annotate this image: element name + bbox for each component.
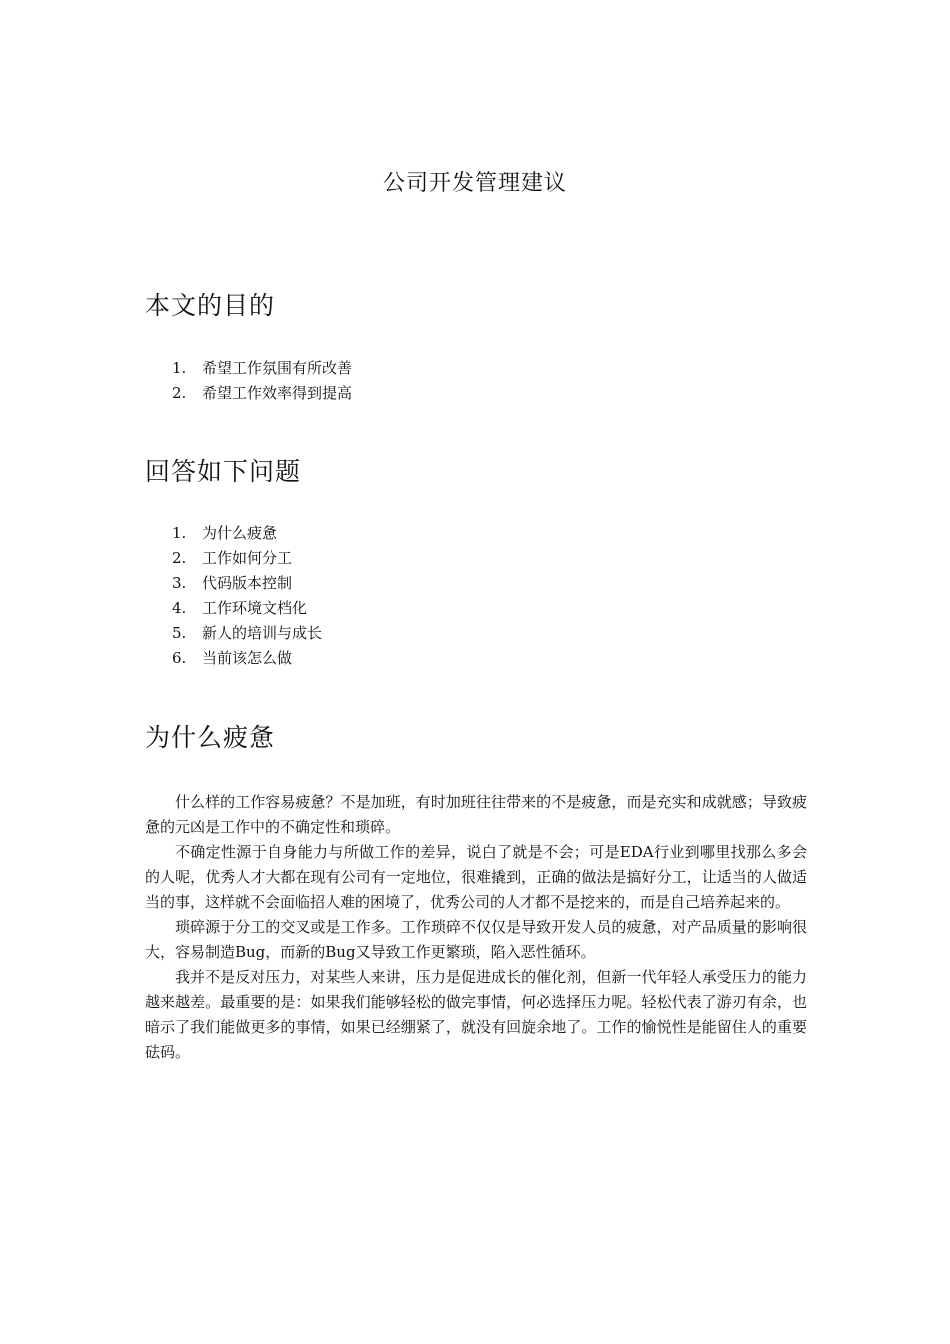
list-number: 1. — [172, 524, 187, 542]
list-item-text: 代码版本控制 — [202, 574, 293, 592]
document-title: 公司开发管理建议 — [382, 171, 567, 196]
body-paragraph: 不确定性源于自身能力与所做工作的差异，说白了就是不会；可是EDA行业到哪里找那么多会的人呢，优秀人才大都在现有公司有一定地位，很难撬到，正确的做法是搞好分工，让适当的人做适当的事，这样就不会面临招人难的困境了，优秀公司的人才都不是挖来的，而是自己培养起来的。 — [145, 843, 807, 911]
body-paragraph: 什么样的工作容易疲惫？不是加班，有时加班往往带来的不是疲惫，而是充实和成就感；导致疲惫的元凶是工作中的不确定性和琐碎。 — [145, 793, 807, 836]
list-item-text: 为什么疲惫 — [202, 524, 278, 542]
list-item — [172, 646, 322, 671]
list-item — [172, 521, 322, 546]
section-body-why-tired — [145, 790, 807, 1065]
list-number: 6. — [172, 649, 187, 667]
list-item-text: 当前该怎么做 — [202, 649, 293, 667]
body-paragraph: 我并不是反对压力，对某些人来讲，压力是促进成长的催化剂，但新一代年轻人承受压力的能力越来越差。最重要的是：如果我们能够轻松的做完事情，何必选择压力呢。轻松代表了游刃有余，也暗示了我们能做更多的事情，如果已经绷紧了，就没有回旋余地了。工作的愉悦性是能留住人的重要砝码。 — [145, 968, 807, 1061]
section-heading-questions: 回答如下问题 — [145, 457, 302, 486]
list-number: 2. — [172, 549, 187, 567]
list-item-text: 希望工作氛围有所改善 — [202, 359, 353, 377]
purpose-list — [172, 356, 352, 406]
questions-list — [172, 521, 322, 671]
list-item — [172, 381, 352, 406]
section-heading-why-tired: 为什么疲惫 — [145, 723, 276, 752]
list-number: 1. — [172, 359, 187, 377]
list-item — [172, 621, 322, 646]
list-item-text: 工作如何分工 — [202, 549, 293, 567]
list-number: 3. — [172, 574, 187, 592]
list-item-text: 新人的培训与成长 — [202, 624, 323, 642]
list-item — [172, 596, 322, 621]
section-heading-purpose: 本文的目的 — [145, 291, 276, 320]
list-item — [172, 546, 322, 571]
list-item-text: 工作环境文档化 — [202, 599, 308, 617]
body-paragraph: 琐碎源于分工的交叉或是工作多。工作琐碎不仅仅是导致开发人员的疲惫，对产品质量的影响很大，容易制造Bug，而新的Bug又导致工作更繁琐，陷入恶性循环。 — [145, 918, 807, 961]
list-item-text: 希望工作效率得到提高 — [202, 384, 353, 402]
list-number: 5. — [172, 624, 187, 642]
list-number: 4. — [172, 599, 187, 617]
list-item — [172, 356, 352, 381]
list-number: 2. — [172, 384, 187, 402]
list-item — [172, 571, 322, 596]
